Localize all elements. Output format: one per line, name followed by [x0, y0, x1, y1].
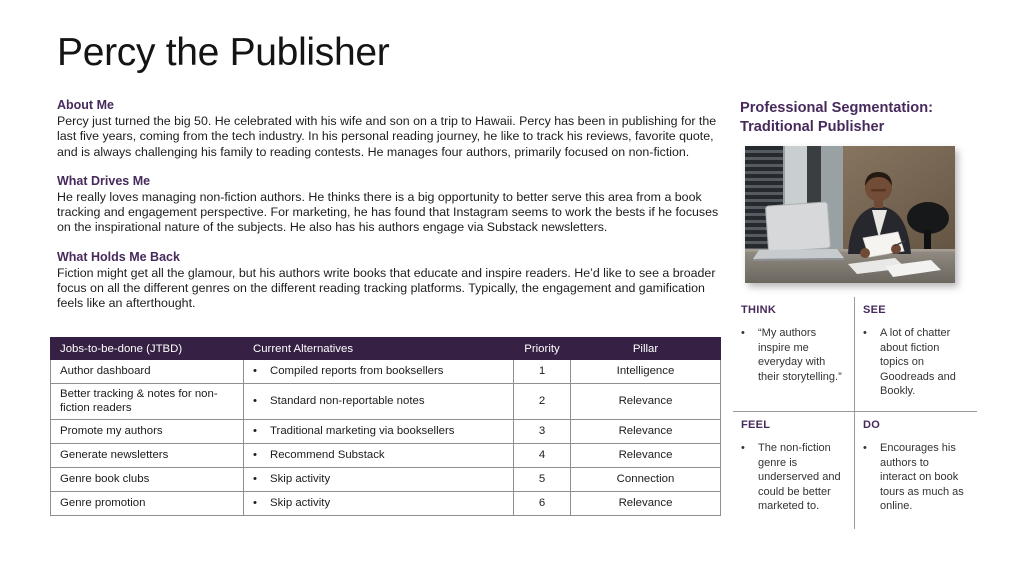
what-drives-me-body: He really loves managing non-fiction authors. He thinks there is a big opportunity to better serve this area from a book tracking and engagement perspective. For marketing, he has found that Instagram seems to work the bests if he focuses on the inspirational nature of the subjects. He also has his authors engage via Substack newsletters.: [57, 189, 719, 235]
jtbd-cell: Promote my authors: [51, 420, 244, 444]
jtbd-cell: Genre promotion: [51, 492, 244, 516]
table-header-row: [51, 338, 721, 360]
quadrant-see: [855, 297, 977, 411]
table-row: [51, 384, 721, 420]
alternative-text: Skip activity: [270, 472, 331, 485]
quadrant-do: [855, 411, 977, 529]
alternative-cell: [244, 360, 514, 384]
priority-cell: 2: [514, 384, 571, 420]
alternative-cell: [244, 492, 514, 516]
jtbd-cell: Author dashboard: [51, 360, 244, 384]
bullet-icon: •: [741, 327, 745, 339]
do-label: DO: [863, 418, 881, 431]
see-label: SEE: [863, 304, 886, 316]
think-bullet-text: “My authors inspire me everyday with their storytelling.”: [758, 327, 842, 383]
bullet-icon: •: [863, 327, 867, 339]
bullet-icon: •: [741, 441, 745, 454]
section-what-drives-me: [57, 173, 720, 236]
priority-cell: 3: [514, 420, 571, 444]
bullet-icon: •: [863, 441, 867, 454]
bullet-icon: •: [253, 364, 257, 377]
see-bullet-text: A lot of chatter about fiction topics on Goodreads and Bookly.: [880, 327, 956, 398]
alternative-cell: [244, 468, 514, 492]
quadrant-think: [733, 297, 855, 411]
quadrant-feel: [733, 411, 855, 529]
column-header-priority: Priority: [514, 338, 571, 360]
alternative-cell: [244, 444, 514, 468]
pillar-cell: Relevance: [571, 444, 721, 468]
alternative-cell: [244, 420, 514, 444]
pillar-cell: Relevance: [571, 384, 721, 420]
bullet-icon: •: [253, 394, 257, 407]
what-drives-me-heading: What Drives Me: [57, 173, 151, 188]
table-row: [51, 420, 721, 444]
pillar-cell: Intelligence: [571, 360, 721, 384]
priority-cell: 4: [514, 444, 571, 468]
priority-cell: 1: [514, 360, 571, 384]
segmentation-heading: Professional Segmentation: Traditional Publisher: [740, 100, 933, 135]
column-header-jtbd: Jobs-to-be-done (JTBD): [51, 338, 244, 360]
what-holds-me-back-heading: What Holds Me Back: [57, 249, 180, 264]
publisher-photo: [745, 146, 955, 283]
jtbd-cell: Genre book clubs: [51, 468, 244, 492]
priority-cell: 5: [514, 468, 571, 492]
table-row: [51, 468, 721, 492]
pillar-cell: Relevance: [571, 420, 721, 444]
table-row: [51, 444, 721, 468]
what-holds-me-back-body: Fiction might get all the glamour, but his authors write books that educate and inspire readers. He’d like to see a broader focus on all the different genres on the different reading tracking platforms. Typically, the engagement and gamification feels like an afterthought.: [57, 265, 716, 311]
column-header-pillar: Pillar: [571, 338, 721, 360]
feel-bullet-item: [741, 441, 844, 514]
alternative-text: Skip activity: [270, 496, 331, 509]
jtbd-cell: Generate newsletters: [51, 444, 244, 468]
think-label: THINK: [741, 304, 777, 316]
alternative-text: Traditional marketing via booksellers: [270, 424, 455, 437]
bullet-icon: •: [253, 496, 257, 509]
see-bullet-item: [863, 326, 967, 399]
about-me-heading: About Me: [57, 98, 114, 112]
do-bullet-text: Encourages his authors to interact on book tours as much as online.: [880, 441, 964, 513]
table-row: [51, 492, 721, 516]
about-me-body: Percy just turned the big 50. He celebrated with his wife and son on a trip to Hawaii. Percy has been in publishing for the last five years, coming from the tech industry. In his personal reading journey, he like to track his reviews, favorite quote, and is always challenging his family to reading contests. He manages four authors, primarily focused on non-fiction.: [57, 114, 717, 159]
publisher-photo-illustration: [745, 146, 955, 283]
pillar-cell: Relevance: [571, 492, 721, 516]
do-bullet-item: [863, 441, 967, 514]
bullet-icon: •: [253, 472, 257, 485]
bullet-icon: •: [253, 424, 257, 437]
priority-cell: 6: [514, 492, 571, 516]
page-title: Percy the Publisher: [57, 31, 390, 74]
jtbd-table: [50, 337, 721, 516]
bullet-icon: •: [253, 448, 257, 461]
section-about-me: [57, 97, 720, 160]
jtbd-cell: Better tracking & notes for non-fiction readers: [51, 384, 244, 420]
think-bullet-item: [741, 326, 844, 384]
column-header-current-alternatives: Current Alternatives: [244, 338, 514, 360]
table-row: [51, 360, 721, 384]
persona-narrative: [57, 97, 720, 325]
section-what-holds-me-back: [57, 249, 720, 312]
alternative-cell: [244, 384, 514, 420]
feel-label: FEEL: [741, 418, 771, 431]
think-see-feel-do-grid: [733, 297, 977, 529]
feel-bullet-text: The non-fiction genre is underserved and could be better marketed to.: [758, 441, 841, 513]
alternative-text: Compiled reports from booksellers: [270, 364, 444, 377]
alternative-text: Standard non-reportable notes: [270, 394, 425, 407]
alternative-text: Recommend Substack: [270, 448, 385, 461]
pillar-cell: Connection: [571, 468, 721, 492]
